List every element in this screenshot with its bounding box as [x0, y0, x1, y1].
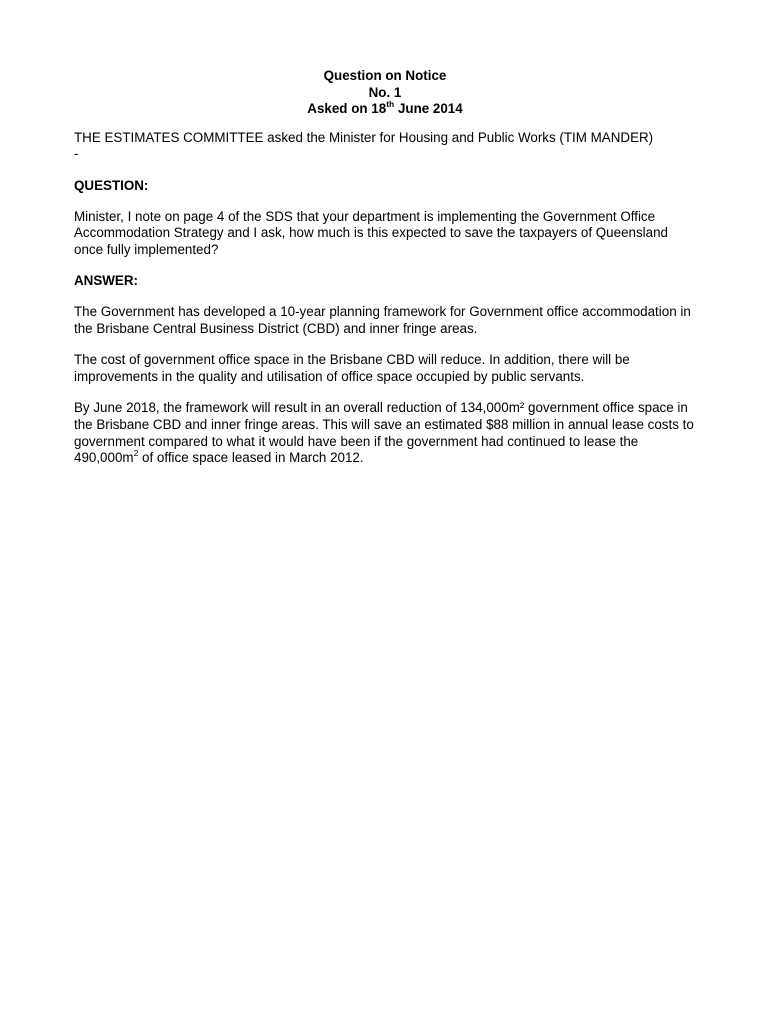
asked-date-suffix: June 2014	[394, 101, 463, 117]
asked-date-ordinal: th	[386, 98, 395, 109]
answer-paragraph-3-end: of office space leased in March 2012.	[138, 450, 364, 466]
intro-text: THE ESTIMATES COMMITTEE asked the Minister for Housing and Public Works (TIM MANDER)	[74, 129, 654, 145]
answer-heading: ANSWER:	[74, 273, 138, 289]
question-heading: QUESTION:	[74, 177, 149, 193]
document-title: Question on Notice	[323, 68, 447, 83]
question-text: Minister, I note on page 4 of the SDS that your department is implementing the Government Office Accommodation Strategy and I ask, how much is this expected to save the taxpayers of Queensland once fully implemented?	[74, 208, 668, 257]
document-page	[74, 68, 696, 482]
answer-paragraph-1: The Government has developed a 10-year planning framework for Government office accommodation in the Brisbane Central Business District (CBD) and inner fringe areas.	[74, 303, 691, 336]
asked-date-prefix: Asked on 18	[307, 101, 387, 117]
asked-date	[74, 98, 696, 118]
intro-paragraph	[74, 130, 696, 163]
answer-paragraph-2: The cost of government office space in the Brisbane CBD will reduce. In addition, there will be improvements in the quality and utilisation of office space occupied by public servants.	[74, 352, 630, 384]
question-number: No. 1	[368, 84, 402, 100]
document-header	[74, 68, 696, 118]
answer-paragraph-3	[74, 400, 696, 466]
squared-superscript: 2	[133, 447, 139, 458]
intro-dash: -	[74, 146, 79, 162]
answer-paragraph-3-main: By June 2018, the framework will result in an overall reduction of 134,000m² government office space in the Brisbane CBD and inner fringe areas. This will save an estimated $88 million in annual lease costs to government compared to what it would have been if the government had continued to lease the 490,000m	[74, 400, 694, 466]
